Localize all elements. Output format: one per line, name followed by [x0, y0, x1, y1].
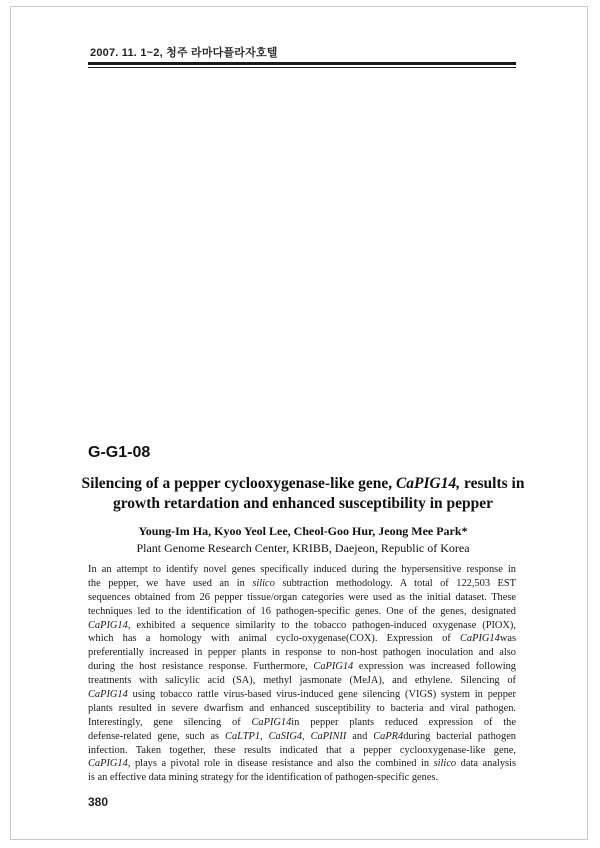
text-run: sequences obtained from 26 pepper tissue/organ categories were used as the initial dataset. These	[88, 591, 516, 603]
header-rule-thick	[88, 62, 516, 65]
text-run: In an attempt to identify novel genes specifically induced during the hypersensitive response in	[88, 564, 516, 575]
text-run: treatments with salicylic acid (SA), methyl jasmonate (MeJA), and ethylene. Silencing of	[88, 675, 516, 687]
abstract-line	[88, 605, 516, 619]
running-header: 2007. 11. 1~2, 청주 라마다플라자호텔	[90, 47, 278, 59]
italic-term: CaSIG4	[268, 730, 303, 742]
abstract-line	[88, 660, 516, 674]
italic-term: CaPIG14	[88, 619, 128, 631]
abstract-line	[88, 632, 516, 646]
abstract-line	[88, 744, 516, 758]
abstract-line	[88, 771, 516, 785]
text-run: defense-related gene, such as	[88, 730, 226, 742]
italic-term: CaPIG14	[313, 661, 354, 673]
text-run: ,	[260, 730, 269, 742]
text-run: data analysis	[456, 758, 516, 770]
paper-title	[80, 474, 526, 514]
italic-term: CaPIG14,	[88, 758, 131, 770]
text-run: results in	[460, 475, 525, 492]
title-line	[80, 494, 526, 514]
text-run: during the host resistance response. Furthermore,	[88, 661, 314, 673]
text-run: was	[499, 633, 516, 645]
text-run: Silencing of a pepper cyclooxygenase-like gene,	[81, 475, 396, 492]
text-run: infection. Taken together, these results indicated that a pepper cyclooxygenase-like gene,	[88, 744, 516, 756]
abstract-line	[88, 591, 516, 605]
header-rule-thin	[88, 67, 516, 68]
text-run: plants resulted in severe dwarfism and enhanced susceptibility to bacteria and viral pathogen.	[88, 702, 516, 714]
text-run: preferentially increased in pepper plants in response to non-host pathogen inoculation and also	[88, 647, 516, 659]
abstract-line	[88, 730, 516, 744]
italic-term: CaPINII	[310, 730, 347, 742]
affiliation: Plant Genome Research Center, KRIBB, Daejeon, Republic of Korea	[136, 541, 470, 555]
italic-term: CaPIG14	[88, 689, 128, 701]
text-run: during bacterial pathogen	[403, 730, 516, 742]
text-run: subtraction methodology. A total of 122,503 EST	[274, 577, 516, 589]
abstract-line	[88, 688, 516, 702]
page-number: 380	[88, 795, 109, 809]
text-run: and	[346, 730, 374, 742]
text-run: the pepper, we have used an in	[88, 577, 253, 589]
italic-term: silico	[433, 758, 457, 770]
italic-term: CaPIG14,	[395, 475, 461, 492]
text-run: techniques led to the identification of 16 pathogen-specific genes. One of the genes, designated	[88, 605, 516, 617]
abstract-line	[88, 757, 516, 771]
text-run: in pepper plants reduced expression of the	[291, 716, 516, 728]
abstract-line	[88, 702, 516, 716]
abstract-line	[88, 646, 516, 660]
text-run: plays a pivotal role in disease resistance and also the combined in	[130, 758, 434, 770]
italic-term: silico	[252, 577, 275, 589]
abstract-body	[88, 563, 516, 785]
text-run: ,	[302, 730, 311, 742]
text-run: Interestingly, gene silencing of	[88, 716, 252, 728]
abstract-line	[88, 674, 516, 688]
text-run: expression was increased following	[353, 661, 516, 673]
italic-term: CaLTP1	[225, 730, 261, 742]
title-line	[80, 474, 526, 494]
text-run: , exhibited a sequence similarity to the tobacco pathogen-induced oxygenase (PIOX),	[127, 619, 516, 631]
paper-code: G-G1-08	[88, 444, 151, 461]
abstract-line	[88, 716, 516, 730]
italic-term: CaPIG14	[251, 716, 292, 728]
text-run: is an effective data mining strategy for the identification of pathogen-specific genes.	[88, 772, 439, 784]
text-run: using tobacco rattle virus-based virus-induced gene silencing (VIGS) system in pepper	[127, 689, 516, 701]
authors: Young-Im Ha, Kyoo Yeol Lee, Cheol-Goo Hur, Jeong Mee Park*	[138, 524, 468, 538]
abstract-line	[88, 619, 516, 633]
text-run: growth retardation and enhanced susceptibility in pepper	[112, 495, 494, 512]
text-run: which has a homology with animal cyclo-oxygenase(COX). Expression of	[88, 633, 460, 645]
abstract-line	[88, 563, 516, 577]
italic-term: CaPR4	[373, 730, 404, 742]
italic-term: CaPIG14	[460, 633, 500, 645]
abstract-line	[88, 577, 516, 591]
